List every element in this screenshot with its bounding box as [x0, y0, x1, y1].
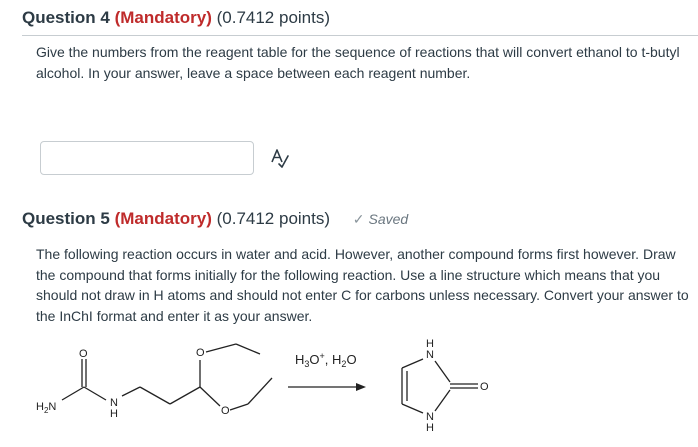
question-number: Question 5	[22, 209, 110, 228]
points-label: (0.7412 points)	[216, 8, 331, 27]
question-number: Question 4	[22, 8, 110, 27]
atom-label: O	[79, 348, 88, 360]
answer-input[interactable]	[40, 141, 254, 175]
mandatory-label: (Mandatory)	[114, 209, 212, 228]
reagent-label: $H_3O^+$, $H_2O$	[295, 351, 357, 369]
atom-label: O	[480, 381, 489, 393]
question-4-text: Give the numbers from the reagent table for the sequence of reactions that will convert ethanol to t-butyl alcohol. In your answer, leave a space between each reagent number.	[36, 44, 680, 81]
atom-label: H	[426, 422, 434, 434]
atom-label: N	[426, 411, 434, 423]
atom-label: H	[426, 338, 434, 350]
atom-label: O	[196, 347, 205, 359]
question-5-header	[22, 209, 408, 229]
question-4-header	[22, 8, 330, 28]
points-label: (0.7412 points)	[216, 209, 331, 228]
reaction-scheme	[30, 332, 550, 442]
saved-label: Saved	[368, 211, 409, 227]
atom-label: O	[221, 405, 230, 417]
reactant-structure	[62, 344, 272, 410]
arrowhead-icon	[356, 383, 366, 391]
saved-status	[353, 211, 408, 228]
atom-label: $H_2N$	[36, 401, 57, 415]
product-structure	[402, 359, 478, 413]
check-icon: ✓	[352, 211, 365, 227]
atom-label: N	[426, 349, 434, 361]
spellcheck-icon[interactable]	[268, 147, 290, 169]
question-5-text: The following reaction occurs in water and acid. However, another compound forms first however. Draw the compound that forms initially for the following reaction. Use a line structure which means that you should not draw in H atoms and should not enter C for carbons unless necessary. Convert your answer to the InChI format and enter it as your answer.	[36, 246, 689, 324]
mandatory-label: (Mandatory)	[114, 8, 212, 27]
header-divider	[22, 35, 698, 36]
atom-label: N	[110, 397, 118, 409]
atom-label: H	[110, 408, 118, 420]
